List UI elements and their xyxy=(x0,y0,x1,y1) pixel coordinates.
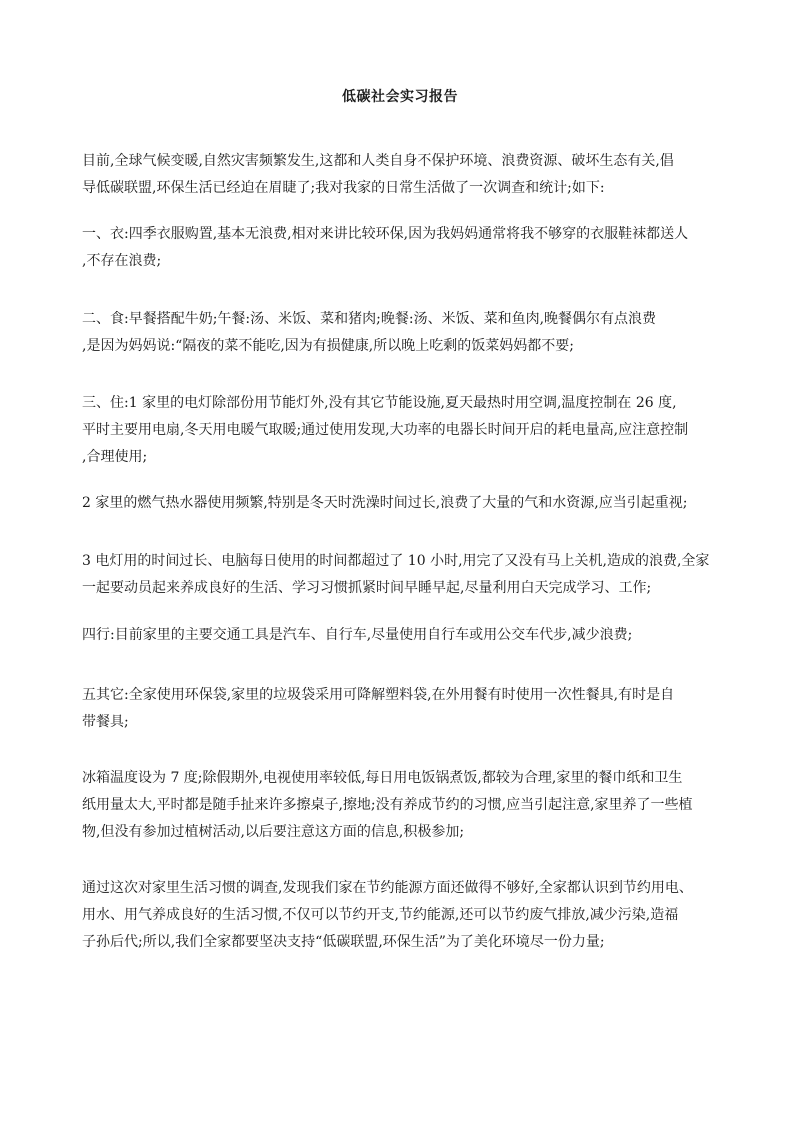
paragraph-housing xyxy=(82,390,720,471)
paragraph-line: ,不存在浪费; xyxy=(82,253,162,269)
paragraph-line: 2 家里的燃气热水器使用频繁,特别是冬天时洗澡时间过长,浪费了大量的气和水资源,应当引起重视; xyxy=(82,495,688,511)
paragraph-food xyxy=(82,306,720,360)
paragraph-line: ,合理使用; xyxy=(82,449,148,465)
paragraph-line: 一、衣:四季衣服购置,基本无浪费,相对来讲比较环保,因为我妈妈通常将我不够穿的衣服鞋袜都送人 xyxy=(82,226,689,242)
paragraph-line: 子孙后代;所以,我们全家都要坚决支持“低碳联盟,环保生活”为了美化环境尽一份力量; xyxy=(82,934,605,950)
paragraph-line: 3 电灯用的时间过长、电脑每日使用的时间都超过了 10 小时,用完了又没有马上关机,造成的浪费,全家 xyxy=(82,553,710,569)
paragraph-line: 目前,全球气候变暖,自然灾害频繁发生,这都和人类自身不保护环境、浪费资源、破坏生态有关,倡 xyxy=(82,153,674,169)
paragraph-line: 纸用量太大,平时都是随手扯来许多擦桌子,擦地;没有养成节约的习惯,应当引起注意,家里养了一些植 xyxy=(82,797,693,813)
paragraph-line: 带餐具; xyxy=(82,714,129,730)
document-title: 低碳社会实习报告 xyxy=(342,89,458,105)
paragraph-line: 四行:目前家里的主要交通工具是汽车、自行车,尽量使用自行车或用公交车代步,减少浪费; xyxy=(82,627,633,643)
paragraph-line: 二、食:早餐搭配牛奶;午餐:汤、米饭、菜和猪肉;晚餐:汤、米饭、菜和鱼肉,晚餐偶尔有点浪费 xyxy=(82,311,657,327)
paragraph-clothing xyxy=(82,221,720,275)
paragraph-line: ,是因为妈妈说:“隔夜的菜不能吃,因为有损健康,所以晚上吃剩的饭菜妈妈都不要; xyxy=(82,338,574,354)
paragraph-transport xyxy=(82,622,720,649)
paragraph-fridge xyxy=(82,765,720,846)
paragraph-line: 冰箱温度设为 7 度;除假期外,电视使用率较低,每日用电饭锅煮饭,都较为合理,家里的餐巾纸和卫生 xyxy=(82,770,683,786)
paragraph-line: 用水、用气养成良好的生活习惯,不仅可以节约开支,节约能源,还可以节约废气排放,减少污染,造福 xyxy=(82,907,679,923)
paragraph-line: 物,但没有参加过植树活动,以后要注意这方面的信息,积极参加; xyxy=(82,824,465,840)
paragraph-intro xyxy=(82,148,720,202)
paragraph-line: 通过这次对家里生活习惯的调查,发现我们家在节约能源方面还做得不够好,全家都认识到节约用电、 xyxy=(82,880,693,896)
paragraph-line: 平时主要用电扇,冬天用电暖气取暖;通过使用发现,大功率的电器长时间开启的耗电量高,应注意控制 xyxy=(82,422,689,438)
paragraph-other xyxy=(82,682,720,736)
paragraph-conclusion xyxy=(82,875,720,956)
paragraph-water-heater xyxy=(82,490,720,517)
paragraph-line: 三、住:1 家里的电灯除部份用节能灯外,没有其它节能设施,夏天最热时用空调,温度控制在 26 度, xyxy=(82,395,677,411)
paragraph-line: 五其它:全家使用环保袋,家里的垃圾袋采用可降解塑料袋,在外用餐有时使用一次性餐具,有时是自 xyxy=(82,687,675,703)
paragraph-electricity xyxy=(82,548,720,602)
paragraph-line: 一起要动员起来养成良好的生活、学习习惯抓紧时间早睡早起,尽量利用白天完成学习、工作; xyxy=(82,580,652,596)
paragraph-line: 导低碳联盟,环保生活已经迫在眉睫了;我对我家的日常生活做了一次调查和统计;如下: xyxy=(82,180,605,196)
